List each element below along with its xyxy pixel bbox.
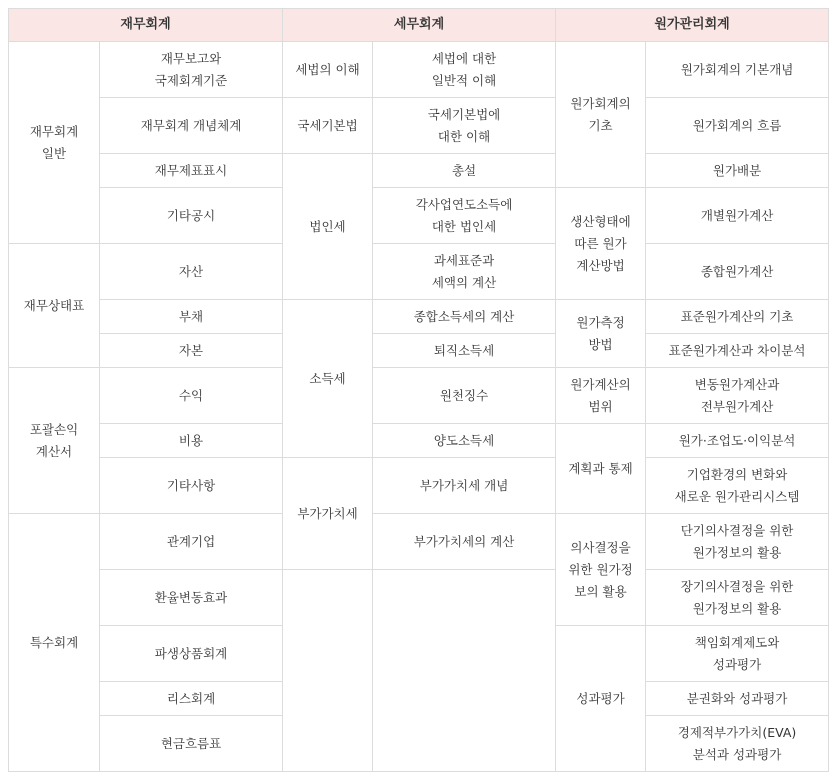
cell-text-line: 세법에 대한 [431, 50, 497, 66]
fin-item [100, 244, 283, 300]
tax-group [283, 300, 373, 458]
cell-text-line: 계산서 [35, 443, 73, 459]
cell-text-line: 재무회계 개념체계 [140, 117, 242, 133]
cell-text-line: 원천징수 [439, 387, 489, 403]
cell-text-line: 관계기업 [166, 533, 216, 549]
tax-item [373, 300, 556, 334]
fin-item [100, 300, 283, 334]
tax-group [283, 458, 373, 570]
curriculum-table-wrapper [8, 8, 828, 774]
cell-text-line: 국세기본법 [297, 117, 358, 133]
cell-text-line: 원가·조업도·이익분석 [678, 432, 796, 448]
cell-text-line: 대한 이해 [437, 128, 491, 144]
cell-text-line: 원가회계의 흐름 [692, 117, 782, 133]
fin-item [100, 424, 283, 458]
cell-text-line: 과세표준과 [433, 252, 495, 268]
cost-item [646, 188, 829, 244]
fin-item [100, 368, 283, 424]
cell-text-line: 세액의 계산 [431, 274, 497, 290]
cell-text-line: 법인세 [309, 218, 346, 234]
cell-text-line: 계획과 통제 [568, 460, 633, 476]
tax-item [373, 98, 556, 154]
cell-text-line: 특수회계 [29, 634, 79, 650]
fin-item [100, 458, 283, 514]
table-row [9, 188, 829, 244]
cell-text-line: 경제적부가가치(EVA) [677, 724, 797, 740]
cell-text-line: 장기의사결정을 위한 [680, 578, 794, 594]
cost-group [556, 300, 646, 368]
tax-empty [373, 570, 556, 772]
cost-item [646, 716, 829, 772]
fin-item [100, 716, 283, 772]
cell-text-line: 환율변동효과 [154, 589, 228, 605]
cell-text-line: 기타사항 [166, 477, 216, 493]
cell-text-line: 현금흐름표 [160, 735, 222, 751]
cell-text-line: 소득세 [309, 370, 346, 386]
cell-text-line: 원가측정 [576, 314, 625, 330]
cell-text-line: 기타공시 [166, 207, 216, 223]
table-row [9, 300, 829, 334]
cell-text-line: 원가정보의 활용 [692, 544, 782, 560]
header-row [9, 9, 829, 42]
tax-group [283, 98, 373, 154]
cell-text-line: 퇴직소득세 [433, 342, 495, 358]
cell-text-line: 따른 원가 [574, 235, 627, 251]
cell-text-line: 종합원가계산 [700, 263, 774, 279]
table-row [9, 334, 829, 368]
cell-text-line: 재무보고와 [160, 50, 222, 66]
table-row [9, 424, 829, 458]
tax-item [373, 514, 556, 570]
table-row [9, 514, 829, 570]
cost-item [646, 300, 829, 334]
cell-text-line: 자본 [178, 342, 204, 358]
cell-text-line: 세법의 이해 [295, 61, 360, 77]
tax-item [373, 188, 556, 244]
fin-group-general [9, 42, 100, 244]
cell-text-line: 원가배분 [712, 162, 762, 178]
cost-item [646, 626, 829, 682]
cell-text-line: 생산형태에 [570, 213, 631, 229]
fin-item [100, 626, 283, 682]
fin-group-income-statement [9, 368, 100, 514]
cell-text-line: 표준원가계산과 차이분석 [668, 342, 806, 358]
table-row [9, 458, 829, 514]
cell-text-line: 대한 법인세 [431, 218, 497, 234]
cell-text-line: 자산 [178, 263, 204, 279]
fin-item [100, 514, 283, 570]
cell-text-line: 부가가치세 개념 [419, 477, 509, 493]
tax-item [373, 42, 556, 98]
cell-text-line: 개별원가계산 [700, 207, 774, 223]
tax-group [283, 154, 373, 300]
cell-text-line: 방법 [588, 336, 613, 352]
cell-text-line: 변동원가계산과 [694, 376, 780, 392]
cell-text-line: 리스회계 [166, 690, 216, 706]
cell-text-line: 원가회계의 [570, 95, 631, 111]
cost-item [646, 98, 829, 154]
cell-text-line: 수익 [178, 387, 204, 403]
tax-item [373, 244, 556, 300]
cost-group [556, 42, 646, 188]
cell-text-line: 성과평가 [576, 690, 625, 706]
cell-text-line: 표준원가계산의 기초 [680, 308, 794, 324]
cell-text-line: 비용 [178, 432, 204, 448]
cell-text-line: 원가회계의 기본개념 [680, 61, 794, 77]
cell-text-line: 책임회계제도와 [694, 634, 780, 650]
cell-text-line: 의사결정을 [570, 539, 631, 555]
tax-item [373, 424, 556, 458]
fin-item [100, 682, 283, 716]
cost-item [646, 458, 829, 514]
tax-item [373, 334, 556, 368]
tax-item [373, 154, 556, 188]
cell-text-line: 원가정보의 활용 [692, 600, 782, 616]
cell-text-line: 원가계산의 [570, 376, 631, 392]
cost-item [646, 154, 829, 188]
cost-item [646, 682, 829, 716]
cell-text-line: 재무상태표 [23, 297, 85, 313]
fin-group-special [9, 514, 100, 772]
cell-text-line: 분권화와 성과평가 [686, 690, 788, 706]
curriculum-table [8, 8, 829, 772]
cost-group [556, 424, 646, 514]
fin-item [100, 188, 283, 244]
header-tax-accounting: 세무회계 [283, 9, 556, 42]
cost-item [646, 244, 829, 300]
cell-text-line: 계산방법 [576, 257, 625, 273]
cell-text-line: 총설 [451, 162, 477, 178]
cell-text-line: 재무회계 [29, 123, 79, 139]
header-financial-accounting: 재무회계 [9, 9, 283, 42]
cell-text-line: 부가가치세의 계산 [413, 533, 515, 549]
cell-text-line: 각사업연도소득에 [415, 196, 513, 212]
cell-text-line: 보의 활용 [574, 583, 627, 599]
table-row [9, 570, 829, 626]
tax-group [283, 42, 373, 98]
fin-item [100, 334, 283, 368]
cell-text-line: 국세기본법에 [427, 106, 501, 122]
cost-group [556, 514, 646, 626]
fin-item [100, 154, 283, 188]
cell-text-line: 새로운 원가관리시스템 [674, 488, 800, 504]
tax-item [373, 458, 556, 514]
cell-text-line: 파생상품회계 [154, 645, 228, 661]
cell-text-line: 성과평가 [712, 656, 762, 672]
cell-text-line: 포괄손익 [29, 421, 79, 437]
cell-text-line: 기업환경의 변화와 [686, 466, 788, 482]
cell-text-line: 범위 [588, 398, 613, 414]
cost-group [556, 368, 646, 424]
cell-text-line: 일반 [41, 145, 67, 161]
cell-text-line: 부가가치세 [297, 505, 358, 521]
header-cost-accounting: 원가관리회계 [556, 9, 829, 42]
cell-text-line: 분석과 성과평가 [692, 746, 782, 762]
fin-item [100, 42, 283, 98]
cell-text-line: 재무제표표시 [154, 162, 228, 178]
cell-text-line: 부채 [178, 308, 204, 324]
fin-group-balance-sheet [9, 244, 100, 368]
cell-text-line: 일반적 이해 [431, 72, 497, 88]
cell-text-line: 전부원가계산 [700, 398, 774, 414]
cost-group [556, 188, 646, 300]
table-row [9, 154, 829, 188]
tax-empty [283, 570, 373, 772]
cell-text-line: 양도소득세 [433, 432, 495, 448]
cell-text-line: 위한 원가정 [568, 561, 633, 577]
tax-item [373, 368, 556, 424]
table-row [9, 244, 829, 300]
cost-item [646, 334, 829, 368]
cost-item [646, 424, 829, 458]
fin-item [100, 98, 283, 154]
cost-item [646, 514, 829, 570]
cell-text-line: 기초 [588, 117, 613, 133]
cell-text-line: 종합소득세의 계산 [413, 308, 515, 324]
cell-text-line: 단기의사결정을 위한 [680, 522, 794, 538]
table-row [9, 42, 829, 98]
cell-text-line: 국제회계기준 [154, 72, 228, 88]
table-row [9, 98, 829, 154]
fin-item [100, 570, 283, 626]
table-row [9, 368, 829, 424]
cost-item [646, 368, 829, 424]
cost-item [646, 570, 829, 626]
cost-group [556, 626, 646, 772]
cost-item [646, 42, 829, 98]
